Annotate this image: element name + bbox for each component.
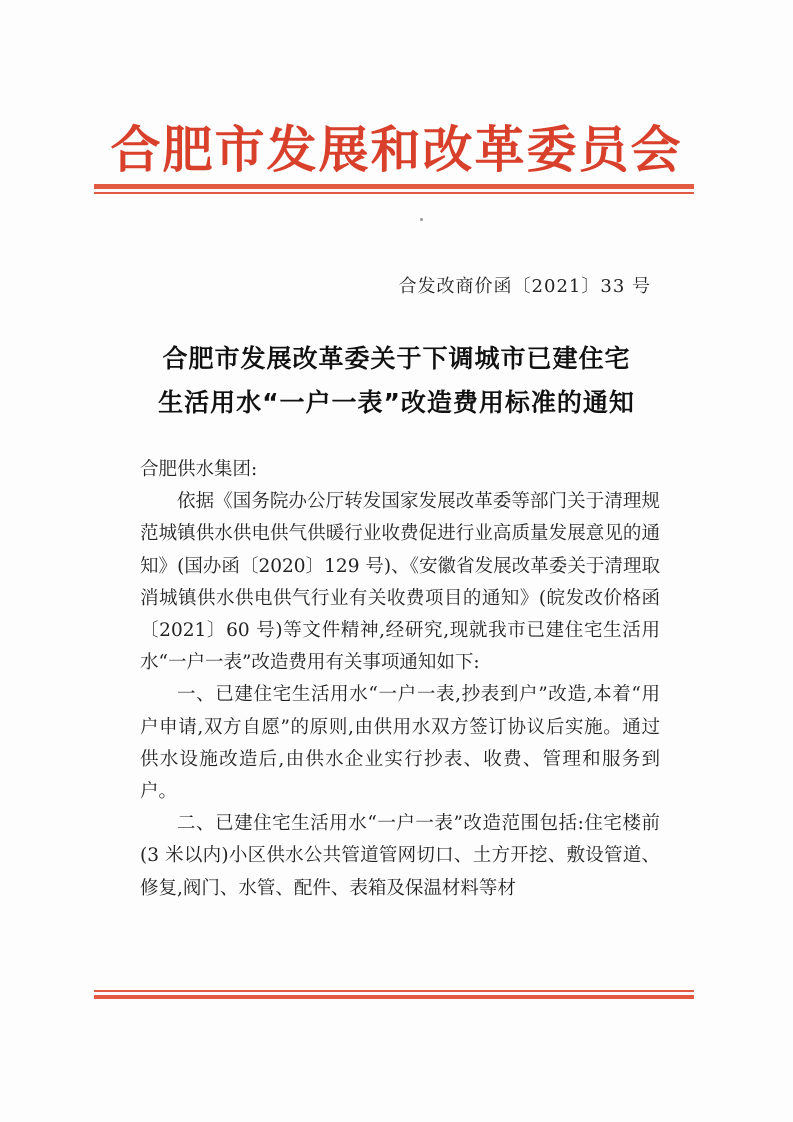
notice-title (0, 337, 793, 425)
paragraph-item-2: 二、已建住宅生活用水“一户一表”改造范围包括:住宅楼前(3 米以内)小区供水公共管道管网切口、土方开挖、敷设管道、修复,阀门、水管、配件、表箱及保温材料等材 (140, 813, 660, 899)
notice-title-line-1: 合肥市发展改革委关于下调城市已建住宅 (162, 344, 631, 373)
notice-body (140, 454, 660, 905)
footer-red-rule-thick (94, 995, 694, 999)
scan-speck (420, 218, 423, 221)
notice-title-line-2: 生活用水“一户一表”改造费用标准的通知 (158, 388, 635, 417)
paragraph-basis: 依据《国务院办公厅转发国家发展改革委等部门关于清理规范城镇供水供电供气供暖行业收费促进行业高质量发展意见的通知》(国办函〔2020〕129 号)、《安徽省发展改革委关于清理取消城镇供水供电供气行业有关收费项目的通知》(皖发改价格函〔2021〕60 号)等文件精神,经研究,现就我市已建住宅生活用水“一户一表”改造费用有关事项通知如下: (140, 491, 660, 674)
letterhead-org-name: 合肥市发展和改革委员会 (110, 121, 683, 179)
footer-red-rule-thin (94, 990, 694, 992)
salutation: 合肥供水集团: (140, 459, 258, 480)
document-number: 合发改商价函〔2021〕33 号 (398, 276, 651, 297)
letterhead-red-rule-thin (94, 192, 694, 194)
letterhead-red-rule-thick (94, 184, 694, 189)
paragraph-item-1: 一、已建住宅生活用水“一户一表,抄表到户”改造,本着“用户申请,双方自愿”的原则,由供用水双方签订协议后实施。通过供水设施改造后,由供水企业实行抄表、收费、管理和服务到户。 (140, 684, 660, 803)
